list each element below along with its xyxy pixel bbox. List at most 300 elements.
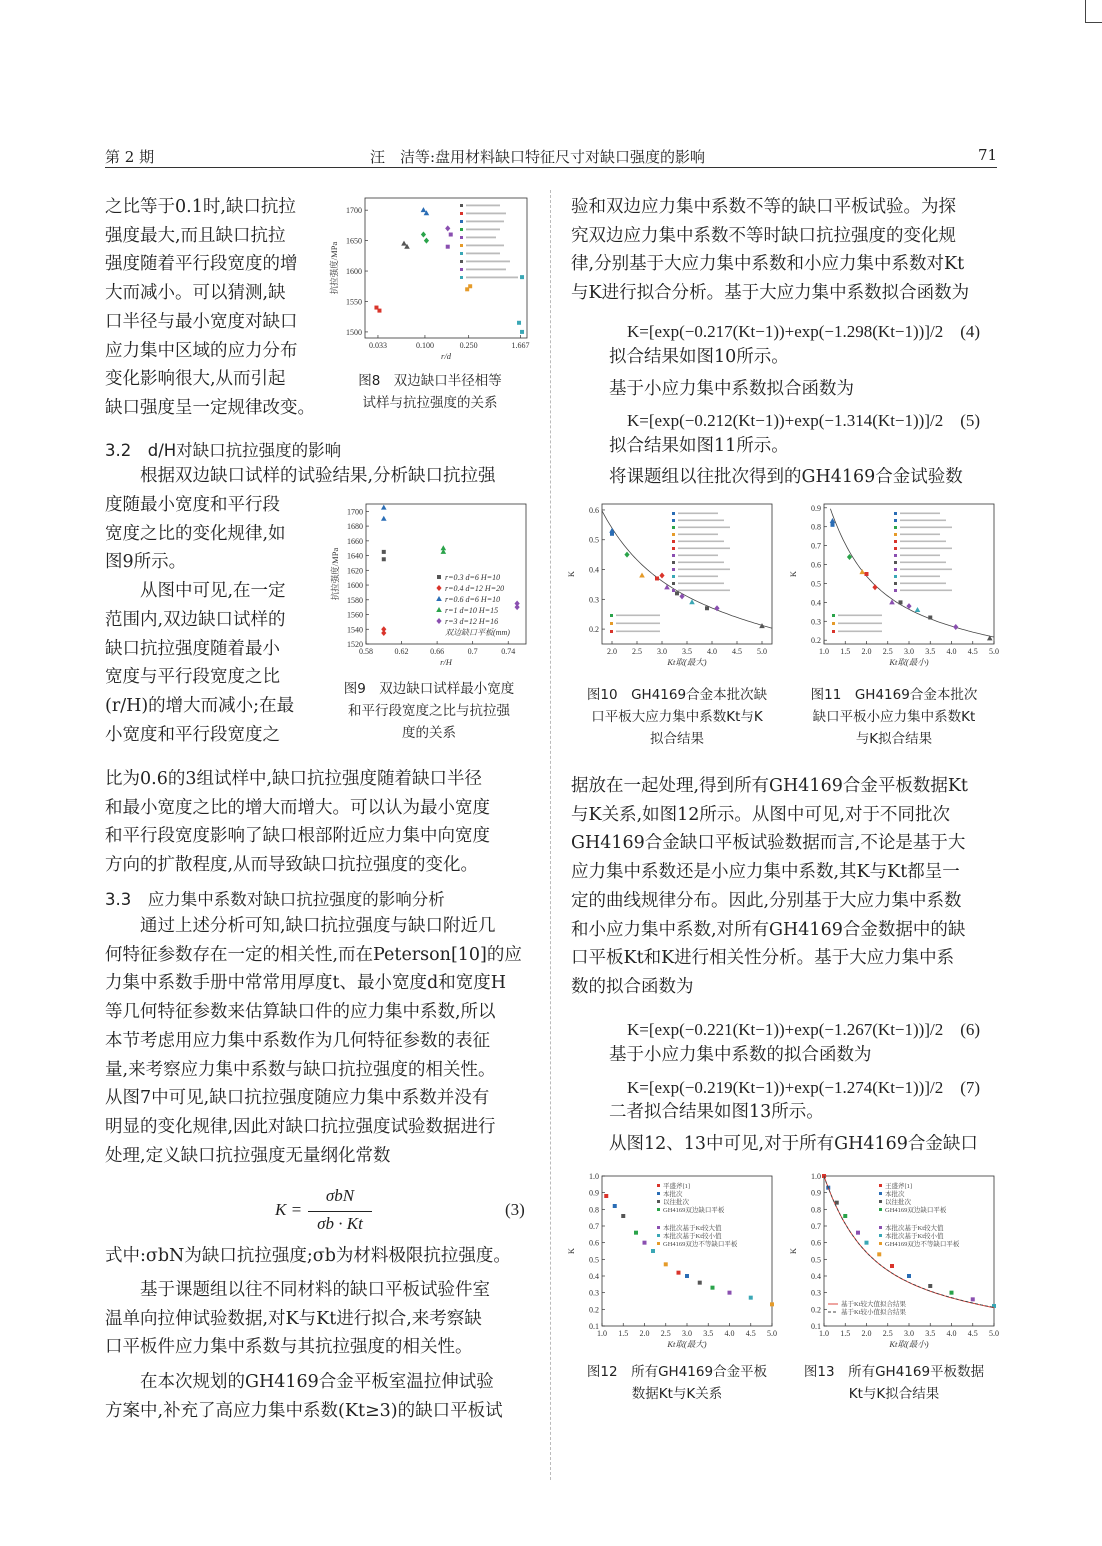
- text-line: 变化影响很大,从而引起: [105, 369, 286, 390]
- legend-text-blur: [466, 269, 506, 271]
- text-line: 据放在一起处理,得到所有GH4169合金平板数据Kt: [571, 776, 968, 796]
- caption-line: 图9 双边缺口试样最小宽度: [343, 681, 515, 697]
- text-line: 缺口强度呈一定规律改变。: [105, 397, 315, 418]
- legend-label: r=1 d=10 H=15: [445, 606, 499, 615]
- figure-9-plot: [330, 504, 526, 667]
- legend-marker: [460, 268, 463, 271]
- legend-marker: [894, 533, 897, 536]
- caption-line: 图12 所有GH4169合金平板: [586, 1364, 768, 1380]
- text-line: 与K关系,如图12所示。从图中可见,对于不同批次: [571, 804, 950, 825]
- figure-13-plot: [788, 1172, 999, 1349]
- plot-frame: [365, 198, 527, 338]
- figure-11-caption: [788, 684, 1000, 750]
- y-tick-label: 0.2: [589, 1305, 599, 1315]
- legend-text-blur: [466, 237, 496, 239]
- x-axis-label: r/H: [440, 657, 452, 667]
- data-point: [950, 1291, 954, 1295]
- para-left-4: [105, 912, 522, 1170]
- text-line: 度随最小宽度和平行段: [105, 495, 280, 515]
- legend-marker: [894, 554, 897, 557]
- text-line: 基于课题组以往不同材料的缺口平板试验件室: [105, 1280, 490, 1300]
- legend-marker: [672, 547, 675, 550]
- caption-line: 图13 所有GH4169平板数据: [803, 1364, 985, 1380]
- caption-line: 与K拟合结果: [855, 731, 933, 747]
- legend-marker: [832, 630, 835, 633]
- legend-marker: [672, 582, 675, 585]
- data-point: [953, 624, 958, 630]
- y-tick-label: 1500: [346, 327, 362, 337]
- y-tick-label: 0.8: [811, 522, 821, 532]
- caption-line: 图10 GH4169合金本批次缺: [586, 687, 768, 703]
- x-tick-label: 1.667: [511, 341, 530, 350]
- data-point: [664, 584, 670, 589]
- legend-marker: [610, 622, 613, 625]
- x-tick-label: 3.0: [657, 647, 667, 656]
- x-tick-label: 0.7: [467, 647, 478, 656]
- x-tick-label: 3.0: [904, 647, 914, 656]
- x-tick-label: 2.5: [882, 1329, 893, 1338]
- legend-marker: [657, 1242, 660, 1245]
- figure-9-caption: [318, 678, 540, 744]
- legend-text-blur: [678, 583, 724, 585]
- x-tick-label: 4.0: [946, 647, 957, 656]
- legend-marker: [879, 1208, 882, 1211]
- y-tick-label: 0.4: [811, 1272, 821, 1281]
- legend-label: GH4169双边不等缺口平板: [663, 1241, 738, 1248]
- y-tick-label: 0.9: [589, 1188, 599, 1198]
- caption-line: 度的关系: [402, 725, 456, 741]
- para-left-6: [105, 1276, 503, 1426]
- text-line: 律,分别基于大应力集中系数和小应力集中系数对Kt: [571, 254, 965, 275]
- legend-marker: [879, 1200, 882, 1203]
- x-tick-label: 2.0: [861, 647, 872, 656]
- text-line: 定的曲线规律分布。因此,分别基于大应力集中系数: [571, 890, 962, 911]
- data-point: [639, 572, 645, 577]
- x-axis-label: Kt取(最大): [667, 657, 707, 667]
- data-point: [664, 1262, 668, 1266]
- para-right-2: [571, 772, 968, 1002]
- data-point: [436, 607, 442, 612]
- y-axis-label: 抗拉强度/MPa: [329, 241, 339, 295]
- data-point: [890, 1264, 894, 1268]
- legend-marker: [672, 519, 675, 522]
- caption-line: 缺口平板小应力集中系数Kt: [812, 709, 976, 725]
- legend-text-blur: [900, 562, 946, 564]
- y-tick-label: 0.6: [589, 505, 599, 515]
- data-point: [445, 225, 450, 231]
- data-point: [971, 1297, 975, 1301]
- legend-marker: [460, 204, 463, 207]
- text-line: 从图12、13中可见,对于所有GH4169合金缺口: [609, 1134, 978, 1154]
- legend-marker: [894, 589, 897, 592]
- x-tick-label: 3.0: [682, 1329, 692, 1338]
- y-tick-label: 0.7: [589, 1222, 599, 1231]
- y-tick-label: 0.3: [589, 1288, 599, 1298]
- data-point: [856, 1231, 860, 1235]
- text-line: 和最小宽度之比的增大而增大。可以认为最小宽度: [105, 797, 490, 818]
- y-tick-label: 1520: [347, 640, 363, 649]
- legend-text-blur: [900, 513, 940, 515]
- figure-8-caption: [320, 370, 540, 414]
- legend-marker: [610, 614, 613, 617]
- y-tick-label: 0.4: [589, 1272, 599, 1281]
- caption-line: 试样与抗拉强度的关系: [362, 395, 498, 411]
- figure-10-chart: [568, 496, 783, 681]
- y-tick-label: 1660: [347, 536, 363, 546]
- text-line: 宽度与平行段宽度之比: [105, 667, 280, 688]
- text-line: GH4169合金缺口平板试验数据而言,不论是基于大: [571, 833, 966, 854]
- legend-label: 本批次基于Kt较大值: [885, 1225, 944, 1232]
- legend-label: 本批次基于Kt较小值: [663, 1233, 722, 1240]
- legend-marker: [460, 228, 463, 231]
- caption-line: 拟合结果: [650, 731, 704, 747]
- legend-label: 双边缺口平板(mm): [445, 628, 510, 637]
- y-tick-label: 0.5: [589, 1255, 599, 1265]
- data-point: [705, 606, 709, 610]
- y-tick-label: 0.6: [811, 560, 821, 570]
- data-point: [749, 1296, 753, 1300]
- figure-13-chart: [790, 1168, 1000, 1358]
- text-line: 强度最大,而且缺口抗拉: [105, 225, 286, 246]
- y-tick-label: 1640: [347, 551, 363, 561]
- data-point: [436, 585, 441, 591]
- running-title: 汪 洁等:盘用材料缺口特征尺寸对缺口强度的影响: [370, 148, 706, 166]
- legend-marker: [894, 568, 897, 571]
- y-tick-label: 1600: [346, 267, 362, 277]
- legend-marker: [894, 540, 897, 543]
- legend-marker: [460, 252, 463, 255]
- caption-line: 图8 双边缺口半径相等: [358, 373, 502, 389]
- y-tick-label: 0.2: [811, 636, 821, 646]
- legend-text-blur: [900, 541, 946, 543]
- x-tick-label: 0.74: [501, 647, 516, 656]
- data-point: [381, 516, 387, 521]
- text-line: 温单向拉伸试验数据,对K与Kt进行拟合,来考察缺: [105, 1308, 482, 1329]
- legend-marker: [672, 568, 675, 571]
- y-tick-label: 0.1: [589, 1322, 599, 1331]
- y-tick-label: 0.6: [589, 1238, 599, 1248]
- legend-text-blur: [900, 520, 946, 522]
- legend-text-blur: [678, 590, 730, 592]
- figure-13-caption: [788, 1361, 1000, 1405]
- figure-9-chart: [318, 498, 540, 676]
- data-point: [877, 1252, 881, 1256]
- data-point: [436, 618, 441, 624]
- legend-marker: [657, 1192, 660, 1195]
- x-tick-label: 4.5: [732, 647, 742, 656]
- legend-text-blur: [900, 569, 952, 571]
- y-tick-label: 1700: [347, 507, 363, 517]
- legend-text-blur: [678, 576, 718, 578]
- data-point: [381, 630, 386, 636]
- text-line: 将课题组以往批次得到的GH4169合金试验数: [609, 467, 963, 487]
- eq3-number: (3): [505, 1200, 525, 1219]
- x-tick-label: 2.5: [632, 647, 642, 656]
- data-point: [421, 207, 427, 212]
- para-left-1: [105, 193, 315, 423]
- legend-label: 本批次基于Kt较小值: [885, 1233, 944, 1240]
- data-point: [424, 238, 429, 244]
- y-axis-label: K: [788, 570, 798, 578]
- legend-label: 本批次基于Kt较大值: [663, 1225, 722, 1232]
- data-point: [634, 1231, 638, 1235]
- data-point: [613, 1204, 617, 1208]
- legend-label: 基于Kt较大值拟合结果: [841, 1301, 906, 1308]
- data-point: [865, 1241, 869, 1245]
- data-point: [843, 1214, 847, 1218]
- x-tick-label: 1.0: [597, 1329, 607, 1338]
- x-axis-label: Kt取(最小): [889, 657, 929, 667]
- legend-marker: [657, 1200, 660, 1203]
- legend-marker: [657, 1234, 660, 1237]
- legend-text-blur: [838, 631, 882, 633]
- legend-marker: [672, 575, 675, 578]
- y-tick-label: 0.7: [811, 541, 821, 551]
- legend-text-blur: [678, 534, 718, 536]
- data-point: [655, 576, 659, 580]
- legend-text-blur: [466, 205, 500, 207]
- x-tick-label: 5.0: [989, 647, 999, 656]
- data-point: [401, 241, 407, 246]
- legend-label: 基于Kt较小值拟合结果: [841, 1309, 906, 1316]
- data-point: [859, 569, 865, 574]
- y-tick-label: 0.9: [811, 503, 821, 513]
- data-point: [728, 1291, 732, 1295]
- y-axis-label: K: [566, 1247, 576, 1255]
- text-line: 口半径与最小宽度对缺口: [105, 311, 298, 332]
- x-axis-label: Kt取(最小): [889, 1339, 929, 1349]
- eq3-fraction-bar: [308, 1211, 372, 1212]
- eq3-denominator: σb · Kt: [317, 1214, 363, 1233]
- legend-text-blur: [466, 213, 506, 215]
- text-line: 和小应力集中系数,对所有GH4169合金数据中的缺: [571, 919, 966, 940]
- legend-marker: [832, 614, 835, 617]
- legend-text-blur: [616, 631, 660, 633]
- legend-text-blur: [838, 615, 882, 617]
- y-axis-label: K: [788, 1247, 798, 1255]
- x-tick-label: 0.033: [368, 341, 387, 350]
- legend-marker: [610, 630, 613, 633]
- text-line: 宽度之比的变化规律,如: [105, 523, 286, 544]
- legend-text-blur: [466, 277, 518, 279]
- legend-text-blur: [678, 520, 724, 522]
- text-line: 明显的变化规律,因此对缺口抗拉强度试验数据进行: [105, 1116, 496, 1137]
- data-point: [377, 309, 381, 313]
- caption-line: 和平行段宽度之比与抗拉强: [348, 703, 510, 719]
- text-line: 小宽度和平行段宽度之: [105, 724, 280, 745]
- section-heading-3-3: 3.3 应力集中系数对缺口抗拉强度的影响分析: [105, 890, 445, 909]
- legend-label: 本批次: [885, 1191, 905, 1198]
- eq3-numerator: σbN: [325, 1186, 355, 1205]
- text-line: 口平板件应力集中系数与其抗拉强度的相关性。: [105, 1337, 473, 1358]
- text-line: 本节考虑用应力集中系数作为几何特征参数的表征: [105, 1030, 490, 1051]
- legend-text-blur: [678, 513, 718, 515]
- x-tick-label: 4.0: [724, 1329, 735, 1338]
- figure-11-chart: [790, 496, 1000, 681]
- text-line: 从图7中可见,缺口抗拉强度随应力集中系数并没有: [105, 1088, 490, 1109]
- legend-marker: [460, 236, 463, 239]
- y-tick-label: 0.8: [811, 1205, 821, 1215]
- legend-marker: [460, 276, 463, 279]
- legend-text-blur: [678, 527, 730, 529]
- y-axis-label: K: [566, 570, 576, 578]
- text-line: 在本次规划的GH4169合金平板室温拉伸试验: [105, 1372, 494, 1393]
- text-line: 基于小应力集中系数拟合函数为: [609, 379, 854, 399]
- text-line: 处理,定义缺口抗拉强度无量纲化常数: [105, 1145, 391, 1166]
- data-point: [624, 552, 629, 558]
- para-left-2: [105, 491, 294, 749]
- legend-marker: [879, 1226, 882, 1229]
- data-point: [831, 523, 835, 527]
- legend-text-blur: [616, 615, 660, 617]
- page-number: 71: [978, 146, 998, 164]
- legend-marker: [657, 1226, 660, 1229]
- data-point: [382, 557, 386, 561]
- x-tick-label: 2.0: [607, 647, 617, 656]
- x-tick-label: 5.0: [757, 647, 767, 656]
- caption-line: 图11 GH4169合金本批次: [810, 687, 978, 703]
- legend-marker: [460, 212, 463, 215]
- para-right-1: [571, 193, 969, 308]
- x-tick-label: 1.5: [618, 1329, 629, 1338]
- figure-12-chart: [568, 1168, 783, 1358]
- y-tick-label: 0.1: [811, 1322, 821, 1331]
- legend-text-blur: [678, 541, 724, 543]
- legend-marker: [672, 589, 675, 592]
- text-line: 之比等于0.1时,缺口抗拉: [105, 197, 296, 217]
- eq3-lhs: K =: [275, 1200, 303, 1219]
- x-tick-label: 2.0: [861, 1329, 872, 1338]
- y-tick-label: 0.5: [811, 579, 821, 589]
- data-point: [381, 505, 387, 510]
- legend-text-blur: [466, 221, 504, 223]
- legend-marker: [879, 1242, 882, 1245]
- page-corner-mark: [1085, 0, 1102, 23]
- text-line: 应力集中区域的应力分布: [105, 340, 298, 361]
- text-line: 从图中可见,在一定: [105, 581, 286, 602]
- data-point: [643, 1241, 647, 1245]
- legend-marker: [657, 1184, 660, 1187]
- y-tick-label: 0.9: [811, 1188, 821, 1198]
- caption-line: 数据Kt与K关系: [631, 1386, 723, 1402]
- legend-marker: [460, 260, 463, 263]
- legend-label: GH4169双边缺口平板: [663, 1207, 725, 1214]
- x-tick-label: 0.62: [394, 647, 409, 656]
- x-tick-label: 1.0: [819, 647, 829, 656]
- data-point: [987, 635, 993, 640]
- x-tick-label: 2.0: [639, 1329, 650, 1338]
- legend-marker: [672, 533, 675, 536]
- y-tick-label: 1700: [346, 206, 362, 216]
- data-point: [928, 616, 932, 620]
- data-point: [436, 596, 442, 601]
- para-left-3: [105, 765, 490, 880]
- legend-text-blur: [466, 261, 510, 263]
- legend-marker: [894, 547, 897, 550]
- text-line: 究双边应力集中系数不等时缺口抗拉强度的变化规: [571, 225, 956, 246]
- data-point: [421, 232, 426, 238]
- data-point: [872, 584, 877, 590]
- x-tick-label: 2.5: [660, 1329, 671, 1338]
- x-tick-label: 3.5: [925, 647, 936, 656]
- x-tick-label: 4.0: [707, 647, 717, 656]
- legend-marker: [672, 540, 675, 543]
- legend-marker: [672, 512, 675, 515]
- column-divider: [550, 190, 551, 1480]
- y-tick-label: 1.0: [811, 1172, 821, 1181]
- legend-marker: [894, 526, 897, 529]
- text-line: 比为0.6的3组试样中,缺口抗拉强度随着缺口半径: [105, 769, 483, 789]
- y-tick-label: 1580: [347, 595, 363, 605]
- data-point: [698, 1281, 702, 1285]
- legend-marker: [657, 1208, 660, 1211]
- figure-11-plot: [788, 504, 999, 667]
- legend-text-blur: [900, 576, 940, 578]
- text-line: 强度随着平行段宽度的增: [105, 254, 298, 275]
- legend-marker: [894, 561, 897, 564]
- data-point: [685, 1274, 689, 1278]
- y-tick-label: 0.4: [589, 565, 599, 575]
- data-point: [651, 1249, 655, 1253]
- legend-marker: [832, 622, 835, 625]
- text-line: 量,来考察应力集中系数与缺口抗拉强度的相关性。: [105, 1059, 496, 1080]
- text-line: 力集中系数手册中常常用厚度t、最小宽度d和宽度H: [105, 973, 506, 994]
- data-point: [520, 330, 524, 334]
- legend-marker: [879, 1192, 882, 1195]
- equation-4: K=[exp(−0.217(Kt−1))+exp(−1.298(Kt−1))]/2 (4): [627, 322, 981, 341]
- legend-marker: [879, 1184, 882, 1187]
- text-line: 与K进行拟合分析。基于大应力集中系数拟合函数为: [571, 283, 970, 304]
- legend-label: GH4169双边缺口平板: [885, 1207, 947, 1214]
- text-line: 口平板Kt和K进行相关性分析。基于大应力集中系: [571, 948, 955, 969]
- data-point: [604, 1194, 608, 1198]
- y-tick-label: 0.7: [811, 1222, 821, 1231]
- figure-12-plot: [566, 1172, 777, 1349]
- x-tick-label: 4.0: [946, 1329, 957, 1338]
- text-line: 等几何特征参数来估算缺口件的应力集中系数,所以: [105, 1002, 496, 1023]
- para-left-5: 式中:σbN为缺口抗拉强度;σb为材料极限抗拉强度。: [105, 1246, 511, 1266]
- text-line: 大而减小。可以猜测,缺: [105, 283, 286, 304]
- data-point: [621, 1214, 625, 1218]
- text-line: 基于小应力集中系数的拟合函数为: [609, 1045, 872, 1065]
- y-tick-label: 0.3: [811, 1288, 821, 1298]
- data-point: [675, 591, 679, 595]
- y-tick-label: 0.4: [811, 598, 821, 608]
- y-tick-label: 0.5: [811, 1255, 821, 1265]
- text-line: 二者拟合结果如图13所示。: [609, 1102, 824, 1122]
- x-tick-label: 3.5: [682, 647, 692, 656]
- caption-line: 口平板大应力集中系数Kt与K: [591, 709, 763, 725]
- legend-marker: [894, 512, 897, 515]
- legend-label: r=0.6 d=6 H=10: [445, 595, 501, 604]
- data-point: [659, 572, 664, 578]
- x-tick-label: 1.5: [840, 1329, 851, 1338]
- header-rule: [105, 167, 997, 168]
- y-tick-label: 1.0: [589, 1172, 599, 1181]
- legend-label: 本批次: [663, 1191, 683, 1198]
- legend-text-blur: [466, 245, 504, 247]
- x-tick-label: 4.5: [967, 1329, 978, 1338]
- text-line: 范围内,双边缺口试样的: [105, 609, 286, 630]
- legend-label: 王盛斧[1]: [885, 1183, 913, 1190]
- data-point: [677, 1271, 681, 1275]
- data-point: [610, 532, 614, 536]
- legend-marker: [672, 561, 675, 564]
- text-line: 何特征参数存在一定的相关性,而在Peterson[10]的应: [105, 944, 522, 965]
- data-point: [899, 600, 903, 604]
- x-axis-label: r/d: [441, 351, 451, 361]
- data-point: [465, 287, 469, 291]
